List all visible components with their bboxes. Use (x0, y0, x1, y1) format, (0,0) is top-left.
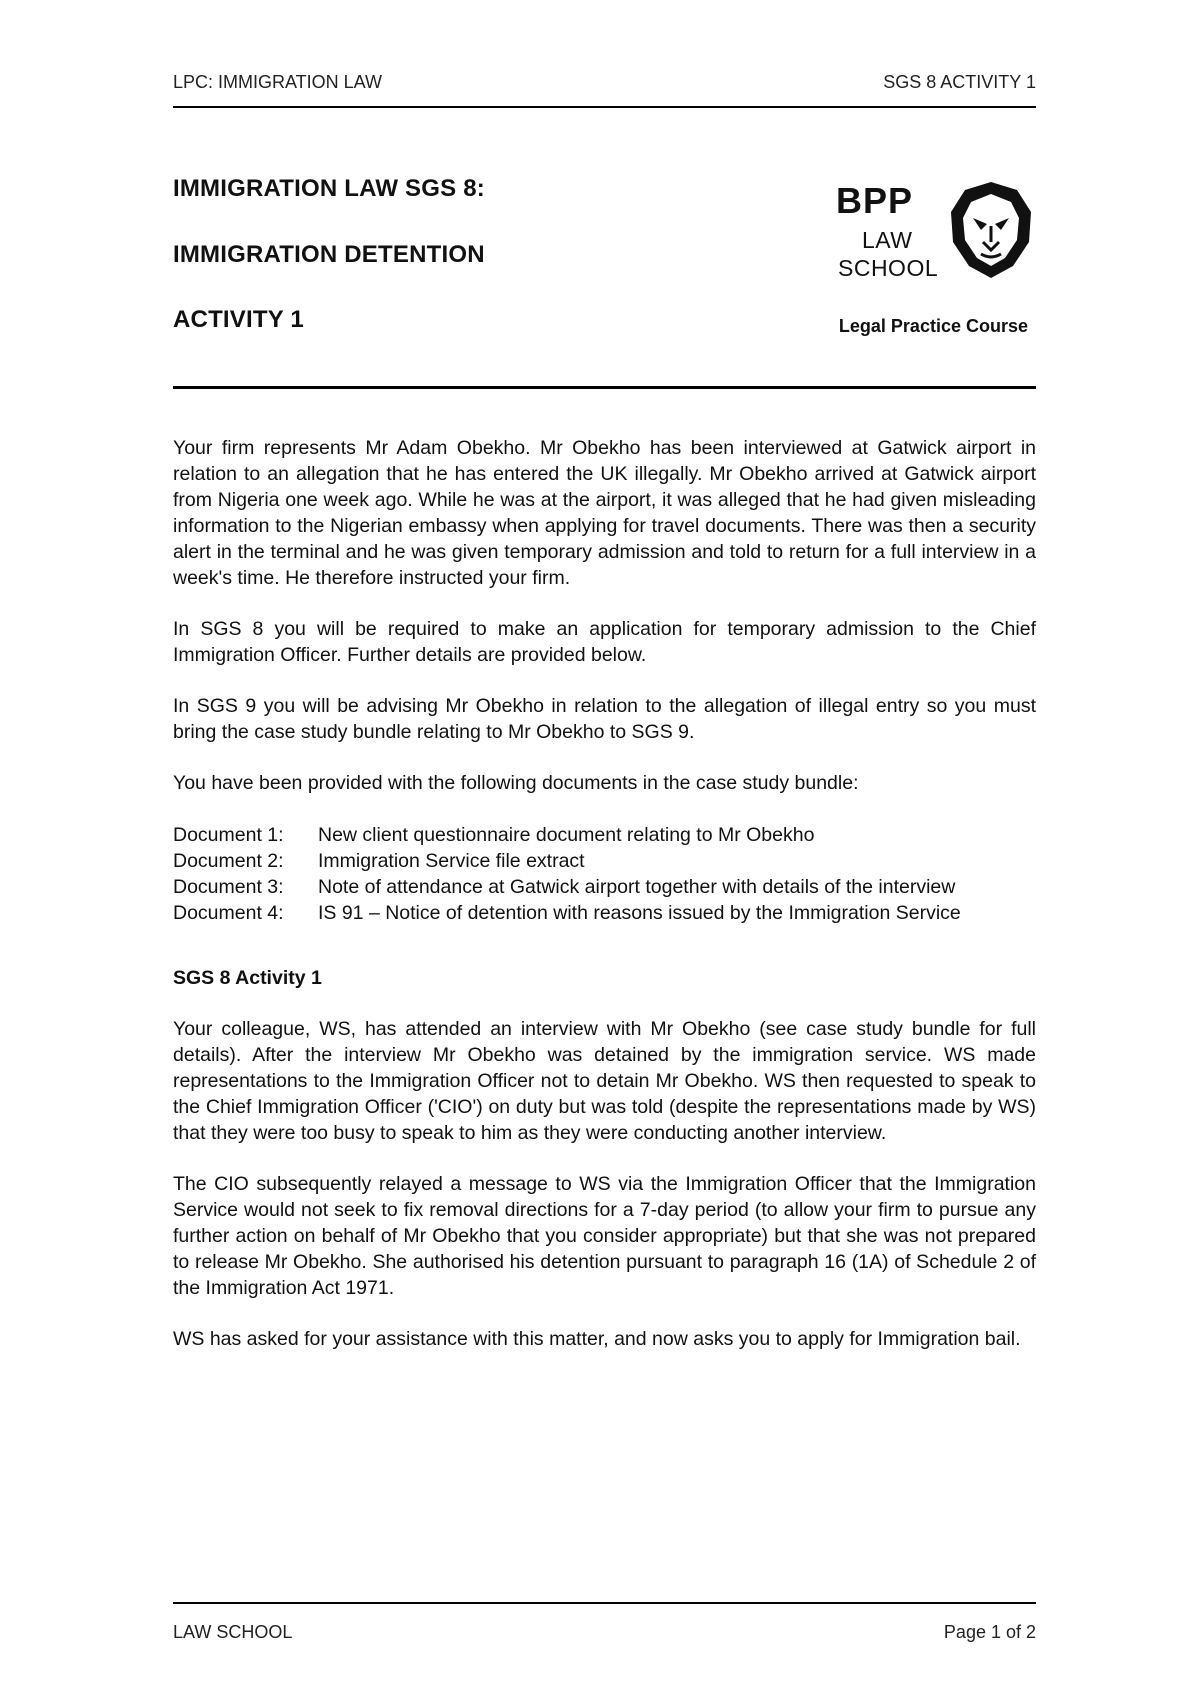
document-description: Note of attendance at Gatwick airport together with details of the interview (318, 876, 956, 898)
document-description: IS 91 – Notice of detention with reasons issued by the Immigration Service (318, 902, 961, 924)
bpp-law-school-logo (836, 180, 1036, 290)
documents-intro: You have been provided with the following documents in the case study bundle: (173, 772, 859, 794)
title-line-2: IMMIGRATION DETENTION (173, 241, 485, 268)
title-line-1: IMMIGRATION LAW SGS 8: (173, 175, 485, 202)
activity-paragraph-2: The CIO subsequently relayed a message to WS via the Immigration Officer that the Immigration Service would not seek to fix removal directions for a 7-day period (to allow your firm to pursue any further action on behalf of Mr Obekho that you consider appropriate) but that she was not prepared to release Mr Obekho. She authorised his detention pursuant to paragraph 16 (1A) of Schedule 2 of the Immigration Act 1971. (173, 1173, 1036, 1299)
lion-head-icon (947, 180, 1035, 280)
logo-line-law: LAW (862, 227, 913, 253)
sgs9-paragraph: In SGS 9 you will be advising Mr Obekho in relation to the allegation of illegal entry so you must bring the case study bundle relating to Mr Obekho to SGS 9. (173, 695, 1036, 743)
documents-list (173, 822, 1036, 926)
activity-paragraph-3: WS has asked for your assistance with this matter, and now asks you to apply for Immigration bail. (173, 1328, 1021, 1350)
footer-rule (173, 1602, 1036, 1604)
document-body (173, 435, 1036, 1377)
course-name: Legal Practice Course (838, 316, 1028, 336)
running-header (173, 72, 1036, 93)
title-rule (173, 386, 1036, 389)
header-activity-label: SGS 8 ACTIVITY 1 (883, 72, 1036, 92)
list-item (173, 900, 1036, 926)
running-footer (173, 1622, 1036, 1643)
title-line-3: ACTIVITY 1 (173, 306, 304, 333)
logo-brand: BPP (836, 180, 914, 221)
activity-paragraph-1: Your colleague, WS, has attended an interview with Mr Obekho (see case study bundle for full details). After the interview Mr Obekho was detained by the immigration service. WS made representations to the Immigration Officer not to detain Mr Obekho. WS then requested to speak to the Chief Immigration Officer ('CIO') on duty but was told (despite the representations made by WS) that they were too busy to speak to him as they were conducting another interview. (173, 1018, 1036, 1144)
document-label: Document 3: (173, 876, 284, 898)
activity-heading: SGS 8 Activity 1 (173, 967, 322, 989)
page-number: Page 1 of 2 (943, 1622, 1036, 1642)
document-description: Immigration Service file extract (318, 850, 585, 872)
list-item (173, 874, 1036, 900)
list-item (173, 848, 1036, 874)
sgs8-paragraph: In SGS 8 you will be required to make an application for temporary admission to the Chief Immigration Officer. Further details are provided below. (173, 618, 1036, 666)
header-course-label: LPC: IMMIGRATION LAW (173, 72, 383, 92)
logo-line-school: SCHOOL (838, 255, 939, 281)
list-item (173, 822, 1036, 848)
intro-paragraph: Your firm represents Mr Adam Obekho. Mr Obekho has been interviewed at Gatwick airport in relation to an allegation that he has entered the UK illegally. Mr Obekho arrived at Gatwick airport from Nigeria one week ago. While he was at the airport, it was alleged that he had given misleading information to the Nigerian embassy when applying for travel documents. There was then a security alert in the terminal and he was given temporary admission and told to return for a full interview in a week's time. He therefore instructed your firm. (173, 437, 1036, 589)
footer-school-label: LAW SCHOOL (173, 1622, 293, 1642)
document-description: New client questionnaire document relating to Mr Obekho (318, 824, 815, 846)
header-rule (173, 106, 1036, 108)
document-label: Document 1: (173, 824, 284, 846)
document-label: Document 4: (173, 902, 284, 924)
document-label: Document 2: (173, 850, 284, 872)
